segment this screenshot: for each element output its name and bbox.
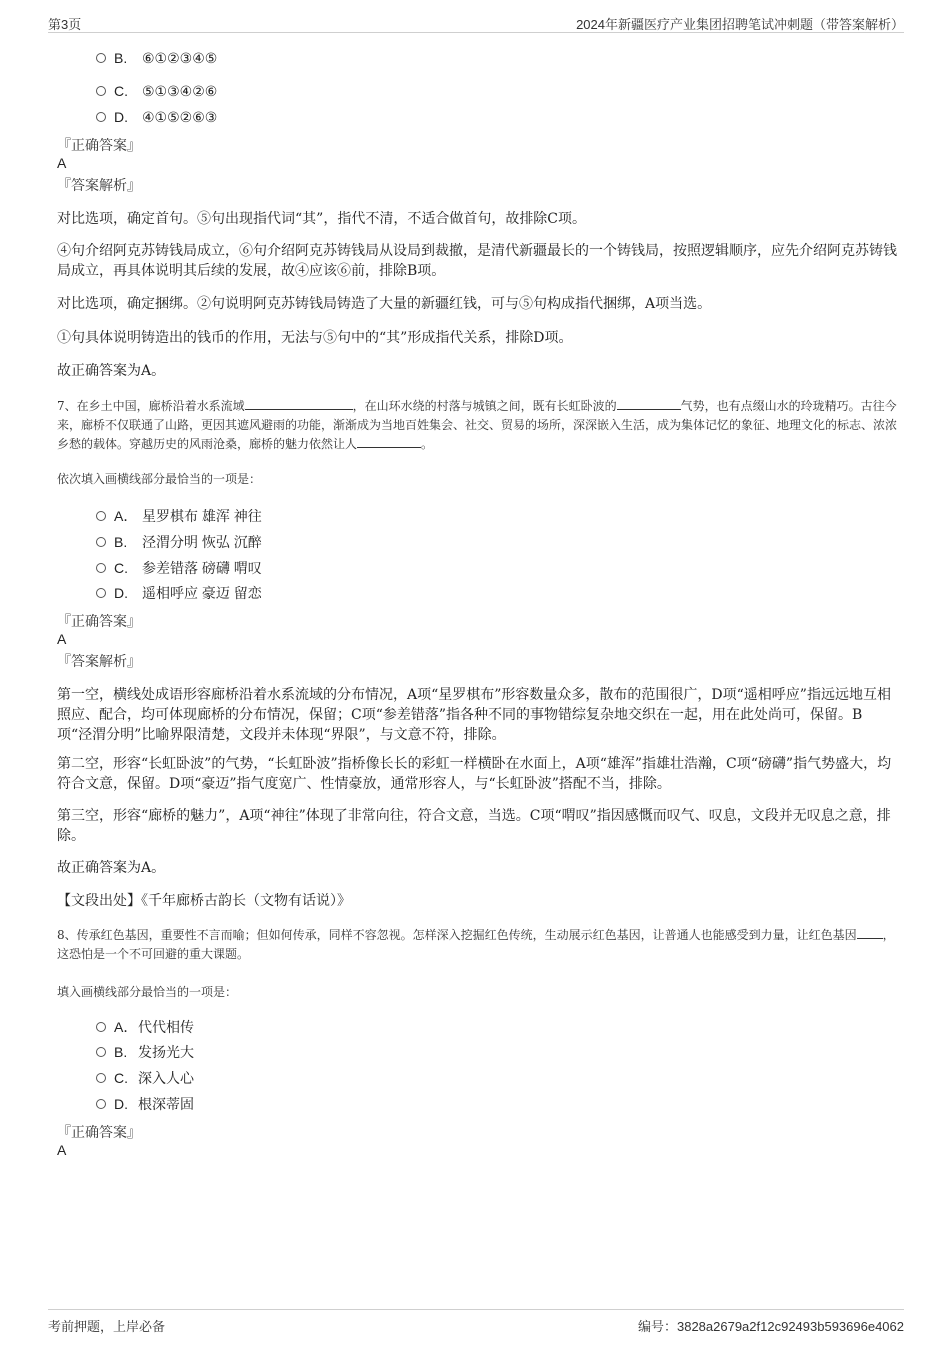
q6-analysis-label: 『答案解析』 — [57, 178, 141, 194]
q6-analysis-4: ①句具体说明铸造出的钱币的作用，无法与⑤句中的“其”形成指代关系，排除D项。 — [57, 330, 573, 346]
q7-analysis-4: 故正确答案为A。 — [57, 860, 166, 876]
q8-option-b[interactable]: B. 发扬光大 — [96, 1042, 194, 1062]
radio-icon[interactable] — [96, 588, 106, 598]
page-header — [48, 12, 904, 33]
q6-analysis-5: 故正确答案为A。 — [57, 363, 166, 379]
q7-blank-3 — [357, 435, 421, 448]
q7-blank-2 — [617, 397, 681, 410]
q6-option-d[interactable]: D. ④①⑤②⑥③ — [96, 107, 217, 127]
q8-blank — [857, 926, 883, 939]
q8-answer: A — [57, 1142, 67, 1158]
q8-option-a[interactable]: A．代代相传 — [96, 1017, 194, 1037]
radio-icon[interactable] — [96, 1022, 106, 1032]
q7-analysis-label: 『答案解析』 — [57, 654, 141, 670]
q6-analysis-2: ④句介绍阿克苏铸钱局成立，⑥句介绍阿克苏铸钱局从设局到裁撤，是清代新疆最长的一个铸钱局，按照逻辑顺序，应先介绍阿克苏铸钱局成立，再具体说明其后续的发展，故④应该⑥前，排除B项。 — [57, 243, 897, 279]
document-title: 2024年新疆医疗产业集团招聘笔试冲刺题（带答案解析） — [576, 17, 904, 32]
q6-answer: A — [57, 155, 67, 171]
radio-icon[interactable] — [96, 86, 106, 96]
q7-prompt: 依次填入画横线部分最恰当的一项是： — [57, 472, 262, 486]
q7-answer-label: 『正确答案』 — [57, 614, 141, 630]
q8-option-c[interactable]: C. 深入人心 — [96, 1068, 194, 1088]
q7-option-a[interactable]: A． 星罗棋布 雄浑 神往 — [96, 506, 262, 526]
radio-icon[interactable] — [96, 537, 106, 547]
radio-icon[interactable] — [96, 1099, 106, 1109]
q7-analysis-2: 第二空，形容“长虹卧波”的气势，“长虹卧波”指桥像长长的彩虹一样横卧在水面上，A项“雄浑”指雄壮浩瀚，C项“磅礴”指气势盛大，均符合文意，保留。D项“豪迈”指气度宽广、性情豪放，通常形容人，与“长虹卧波”搭配不当，排除。 — [57, 756, 892, 792]
q7-option-c[interactable]: C. 参差错落 磅礴 喟叹 — [96, 558, 262, 578]
q7-answer: A — [57, 631, 67, 647]
radio-icon[interactable] — [96, 53, 106, 63]
radio-icon[interactable] — [96, 511, 106, 521]
q7-analysis-3: 第三空，形容“廊桥的魅力”，A项“神往”体现了非常向往，符合文意，当选。C项“喟叹”指因感慨而叹气、叹息，文段并无叹息之意，排除。 — [57, 808, 891, 844]
q7-option-d[interactable]: D. 遥相呼应 豪迈 留恋 — [96, 583, 262, 603]
q7-stem: 7、在乡土中国，廊桥沿着水系流域 ，在山环水绕的村落与城镇之间，既有长虹卧波的 气势，也有点缀山水的玲珑精巧。古往今来，廊桥不仅联通了山路，更因其遮风避雨的功能，渐渐成为当地百姓集会、社交、贸易的场所，深深嵌入生活，成为集体记忆的象征、地理文化的标志、浓浓乡愁的载体。穿越历史的风雨沧桑，廊桥的魅力依然让人 。 — [57, 399, 898, 451]
q8-option-d[interactable]: D. 根深蒂固 — [96, 1094, 194, 1114]
document-code: 编号：3828a2679a2f12c92493b593696e4062 — [637, 1319, 904, 1334]
q6-analysis-3: 对比选项，确定捆绑。②句说明阿克苏铸钱局铸造了大量的新疆红钱，可与⑤句构成指代捆绑，A项当选。 — [57, 296, 712, 312]
q8-answer-label: 『正确答案』 — [57, 1125, 141, 1141]
radio-icon[interactable] — [96, 112, 106, 122]
q8-stem: 8、传承红色基因，重要性不言而喻；但如何传承，同样不容忽视。怎样深入挖掘红色传统，生动展示红色基因，让普通人也能感受到力量，让红色基因 ，这恐怕是一个不可回避的重大课题。 — [57, 928, 895, 961]
q7-analysis-1: 第一空，横线处成语形容廊桥沿着水系流域的分布情况，A项“星罗棋布”形容数量众多，散布的范围很广，D项“遥相呼应”指远远地互相照应、配合，均可体现廊桥的分布情况，保留；C项“参差错落”指各种不同的事物错综复杂地交织在一起，用在此处尚可，保留。B项“泾渭分明”比喻界限清楚，文段并未体现“界限”，与文意不符，排除。 — [57, 687, 891, 743]
q7-option-b[interactable]: B. 泾渭分明 恢弘 沉醉 — [96, 532, 262, 552]
footer-slogan: 考前押题，上岸必备 — [48, 1319, 166, 1334]
page-footer — [48, 1309, 904, 1334]
q7-source: 【文段出处】《千年廊桥古韵长（文物有话说）》 — [57, 893, 351, 909]
q6-analysis-1: 对比选项，确定首句。⑤句出现指代词“其”，指代不清，不适合做首句，故排除C项。 — [57, 211, 587, 227]
radio-icon[interactable] — [96, 1047, 106, 1057]
q6-answer-label: 『正确答案』 — [57, 138, 141, 154]
radio-icon[interactable] — [96, 1073, 106, 1083]
q6-option-c[interactable]: C. ⑤①③④②⑥ — [96, 81, 217, 101]
q6-option-b[interactable]: B. ⑥①②③④⑤ — [96, 48, 217, 68]
q7-blank-1 — [245, 397, 353, 410]
radio-icon[interactable] — [96, 563, 106, 573]
page-number: 第3页 — [48, 17, 82, 32]
q8-prompt: 填入画横线部分最恰当的一项是： — [57, 985, 238, 999]
